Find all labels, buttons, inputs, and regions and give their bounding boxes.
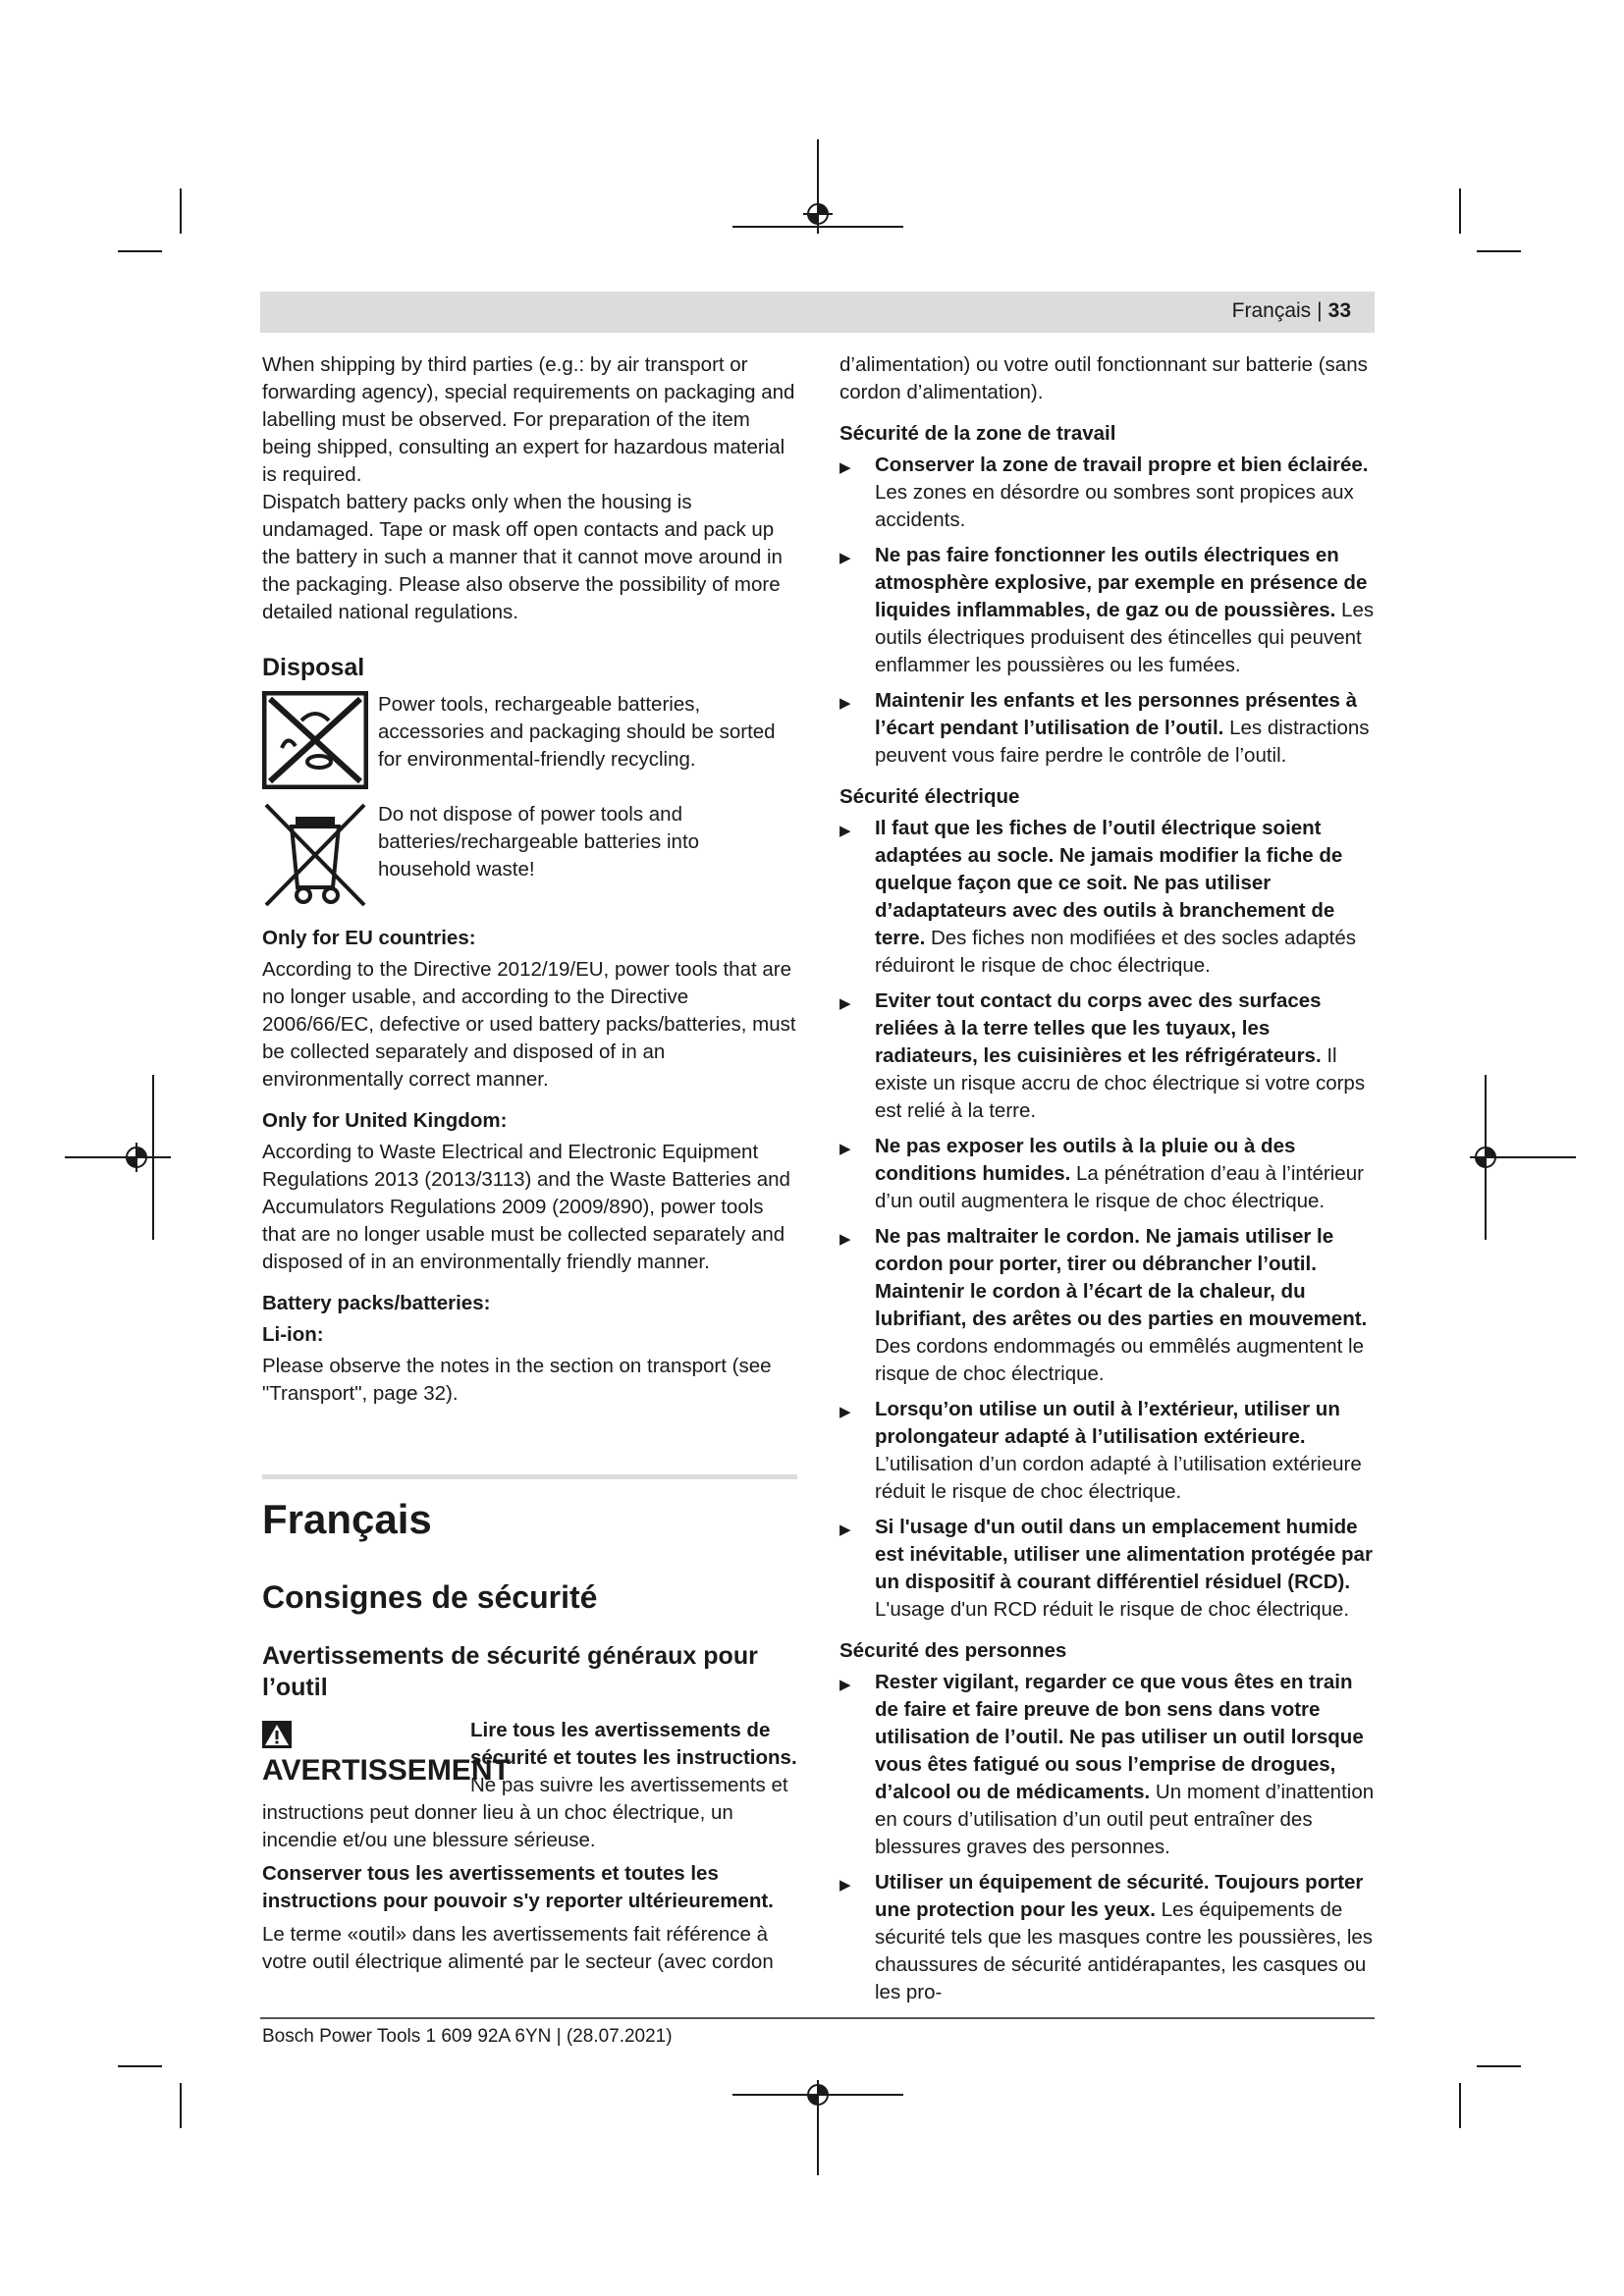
page-header [260,292,1375,333]
bullet-icon: ▶ [839,1404,851,1420]
list-item [839,687,1378,770]
warning-text: Ne pas suivre les avertissements et instructions peut donner lieu à un choc électrique, un incendie et/ou une blessure sérieuse. [262,1774,788,1851]
registration-mark-icon [122,1143,151,1172]
left-column [262,351,797,1982]
item-bold: Utiliser un équipement de sécurité. Toujours porter une protection pour les yeux. [875,1871,1364,1921]
header-text: Français | 33 [1231,299,1351,322]
item-bold: Rester vigilant, regarder ce que vous êtes en train de faire et faire preuve de bon sens dans votre utilisation de l’outil. Ne pas utiliser un outil lorsque vous êtes fatigué ou sous l’emprise de drogues, d’alcool ou de médicaments. [875,1671,1364,1803]
term-paragraph: Le terme «outil» dans les avertissements fait référence à votre outil électrique alimenté par le secteur (avec cordon [262,1923,774,1973]
registration-mark-icon [1471,1143,1500,1172]
disposal-recycle-text: Power tools, rechargeable batteries, accessories and packaging should be sorted for environmental-friendly recycling. [378,693,776,771]
page-number: 33 [1327,299,1351,322]
registration-mark-icon [803,2080,833,2109]
list-item [839,1869,1378,2006]
eu-paragraph: According to the Directive 2012/19/EU, power tools that are no longer usable, and according to the Directive 2006/66/EC, defective or used battery packs/batteries, must be collected separately and disposed of in an environmentally correct manner. [262,958,796,1091]
liion-heading: Li-ion: [262,1323,324,1346]
battery-heading: Battery packs/batteries: [262,1292,491,1314]
item-bold: Ne pas exposer les outils à la pluie ou à des conditions humides. [875,1135,1296,1185]
liion-paragraph: Please observe the notes in the section on transport (see "Transport", page 32). [262,1355,772,1405]
keep-instructions [262,1860,797,1915]
section-divider [262,1474,797,1479]
right-column [839,351,1378,2014]
list-item [839,988,1378,1125]
list-item [839,815,1378,980]
item-text: Les distractions peuvent vous faire perdre le contrôle de l’outil. [875,717,1370,767]
personal-safety-list [839,1669,1378,2006]
item-text: Des cordons endommagés ou emmêlés augmentent le risque de choc électrique. [875,1335,1364,1385]
crop-mark [1477,2065,1521,2067]
list-item [839,1514,1378,1624]
crop-mark [180,2083,182,2128]
footer-divider [260,2017,1375,2019]
crop-mark [1459,2083,1461,2128]
disposal-recycle-row [262,691,797,789]
work-area-heading: Sécurité de la zone de travail [839,422,1116,445]
warning-bold: Lire tous les avertissements de sécurité et toutes les instructions. [470,1719,797,1769]
uk-heading: Only for United Kingdom: [262,1109,508,1132]
item-bold: Si l'usage d'un outil dans un emplacement humide est inévitable, utiliser une alimentation protégée par un dispositif à courant différentiel résiduel (RCD). [875,1516,1373,1593]
disposal-waste-text: Do not dispose of power tools and batteries/rechargeable batteries into household waste! [378,803,700,881]
bullet-icon: ▶ [839,459,851,476]
crossed-bin-icon [262,801,368,909]
warning-label [262,1721,511,1788]
item-text: Les zones en désordre ou sombres sont propices aux accidents. [875,481,1354,531]
warning-block [262,1717,797,1860]
item-bold: Maintenir les enfants et les personnes présentes à l’écart pendant l’utilisation de l’outil. [875,689,1358,739]
item-bold: Lorsqu’on utilise un outil à l’extérieur, utiliser un prolongateur adapté à l’utilisation extérieure. [875,1398,1340,1448]
list-item [839,1223,1378,1388]
footer-text: Bosch Power Tools 1 609 92A 6YN | (28.07.2021) [262,2026,673,2047]
general-warnings-heading: Avertissements de sécurité généraux pour l’outil [262,1642,758,1701]
item-bold: Conserver la zone de travail propre et bien éclairée. [875,454,1369,476]
item-text: Il existe un risque accru de choc électrique si votre corps est relié à la terre. [875,1044,1366,1122]
bullet-icon: ▶ [839,695,851,712]
bullet-icon: ▶ [839,823,851,839]
bullet-icon: ▶ [839,1522,851,1538]
bullet-icon: ▶ [839,1877,851,1894]
crop-mark [1477,250,1521,252]
item-text: Les outils électriques produisent des étincelles qui peuvent enflammer les poussières ou les fumées. [875,599,1375,676]
uk-paragraph: According to Waste Electrical and Electronic Equipment Regulations 2013 (2013/3113) and the Waste Batteries and Accumulators Regulations 2009 (2009/890), power tools that are no longer usable must be collected separately and disposed of in an environmentally friendly manner. [262,1141,790,1273]
bullet-icon: ▶ [839,995,851,1012]
electrical-list [839,815,1378,1624]
crop-mark [118,250,162,252]
bullet-icon: ▶ [839,1677,851,1693]
keep-instructions-bold: Conserver tous les avertissements et toutes les instructions pour pouvoir s'y reporter ultérieurement. [262,1862,774,1912]
electrical-heading: Sécurité électrique [839,785,1020,808]
crop-mark [1459,188,1461,234]
item-bold: Il faut que les fiches de l’outil électrique soient adaptées au socle. Ne jamais modifier la fiche de quelque façon que ce soit. Ne pas utiliser d’adaptateurs avec des outils à branchement de terre. [875,817,1343,949]
item-bold: Eviter tout contact du corps avec des surfaces reliées à la terre telles que les tuyaux, les radiateurs, les cuisinières et les réfrigérateurs. [875,989,1322,1067]
header-section: Français [1231,299,1312,322]
list-item [839,542,1378,679]
continued-paragraph: d’alimentation) ou votre outil fonctionnant sur batterie (sans cordon d’alimentation). [839,353,1368,403]
list-item [839,452,1378,534]
language-heading: Français [262,1496,432,1542]
disposal-heading: Disposal [262,654,365,681]
bullet-icon: ▶ [839,1141,851,1157]
item-bold: Ne pas faire fonctionner les outils électriques en atmosphère explosive, par exemple en présence de liquides inflammables, de gaz ou de poussières. [875,544,1368,621]
item-text: Les équipements de sécurité tels que les masques contre les poussières, les chaussures de sécurité antidérapantes, les casques ou les pro- [875,1898,1374,2003]
list-item [839,1396,1378,1506]
item-bold: Ne pas maltraiter le cordon. Ne jamais utiliser le cordon pour porter, tirer ou débrancher l’outil. Maintenir le cordon à l’écart de la chaleur, du lubrifiant, des arêtes ou des parties en mouvement. [875,1225,1368,1330]
bullet-icon: ▶ [839,1231,851,1248]
warning-triangle-icon [262,1721,292,1748]
safety-heading: Consignes de sécurité [262,1579,598,1615]
personal-safety-heading: Sécurité des personnes [839,1639,1067,1662]
item-text: L'usage d'un RCD réduit le risque de choc électrique. [875,1598,1350,1621]
crop-mark [180,188,182,234]
crop-mark [118,2065,162,2067]
crop-mark [65,1156,171,1158]
disposal-waste-row [262,801,797,909]
shipping-paragraph: Dispatch battery packs only when the housing is undamaged. Tape or mask off open contacts and pack up the battery in such a manner that it cannot move around in the packaging. Please also observe the possibility of more detailed national regulations. [262,491,783,623]
eu-heading: Only for EU countries: [262,927,476,949]
list-item [839,1669,1378,1861]
item-text: Un moment d’inattention en cours d’utilisation d’un outil peut entraîner des blessures graves des personnes. [875,1781,1375,1858]
registration-mark-icon [803,199,833,229]
shipping-paragraph: When shipping by third parties (e.g.: by air transport or forwarding agency), special requirements on packaging and labelling must be observed. For preparation of the item being shipped, consulting an expert for hazardous material is required. [262,353,795,486]
bullet-icon: ▶ [839,550,851,566]
list-item [839,1133,1378,1215]
item-text: La pénétration d’eau à l’intérieur d’un outil augmentera le risque de choc électrique. [875,1162,1364,1212]
recycle-icon [262,691,368,789]
work-area-list [839,452,1378,770]
item-text: Des fiches non modifiées et des socles adaptés réduiront le risque de choc électrique. [875,927,1356,977]
warning-label-text: AVERTISSEMENT [262,1754,511,1787]
item-text: L’utilisation d’un cordon adapté à l’utilisation extérieure réduit le risque de choc électrique. [875,1453,1362,1503]
